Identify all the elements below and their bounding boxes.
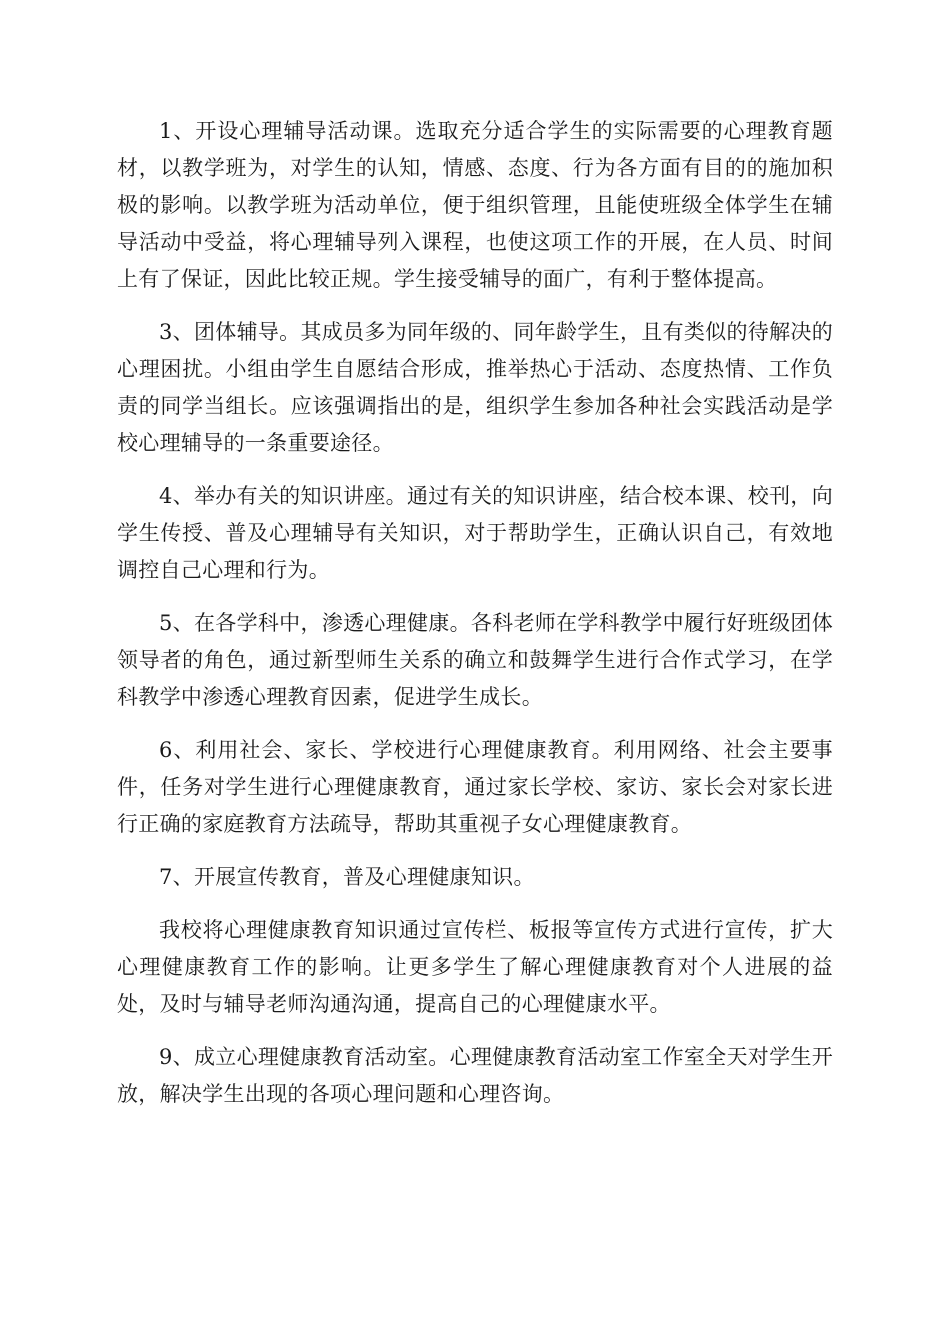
paragraph-9: 9、成立心理健康教育活动室。心理健康教育活动室工作室全天对学生开放，解决学生出现的各项心理问题和心理咨询。: [117, 1045, 833, 1106]
paragraph-7: 7、开展宣传教育，普及心理健康知识。: [159, 865, 535, 889]
paragraph-6: 6、利用社会、家长、学校进行心理健康教育。利用网络、社会主要事件，任务对学生进行心理健康教育，通过家长学校、家访、家长会对家长进行正确的家庭教育方法疏导，帮助其重视子女心理健康教育。: [117, 738, 833, 836]
paragraph-4: 4、举办有关的知识讲座。通过有关的知识讲座，结合校本课、校刊，向学生传授、普及心理辅导有关知识，对于帮助学生，正确认识自己，有效地调控自己心理和行为。: [117, 484, 833, 582]
paragraph-5: 5、在各学科中，渗透心理健康。各科老师在学科教学中履行好班级团体领导者的角色，通过新型师生关系的确立和鼓舞学生进行合作式学习，在学科教学中渗透心理教育因素，促进学生成长。: [117, 611, 833, 709]
paragraph-1: 1、开设心理辅导活动课。选取充分适合学生的实际需要的心理教育题材，以教学班为，对学生的认知，情感、态度、行为各方面有目的的施加积极的影响。以教学班为活动单位，便于组织管理，且能使班级全体学生在辅导活动中受益，将心理辅导列入课程，也使这项工作的开展，在人员、时间上有了保证，因此比较正规。学生接受辅导的面广，有利于整体提高。: [117, 119, 833, 291]
paragraph-3: 3、团体辅导。其成员多为同年级的、同年龄学生，且有类似的待解决的心理困扰。小组由学生自愿结合形成，推举热心于活动、态度热情、工作负责的同学当组长。应该强调指出的是，组织学生参加各种社会实践活动是学校心理辅导的一条重要途径。: [117, 320, 833, 455]
document-body: [117, 113, 833, 1129]
paragraph-7-detail: 我校将心理健康教育知识通过宣传栏、板报等宣传方式进行宣传，扩大心理健康教育工作的影响。让更多学生了解心理健康教育对个人进展的益处，及时与辅导老师沟通沟通，提高自己的心理健康水平。: [117, 918, 833, 1016]
